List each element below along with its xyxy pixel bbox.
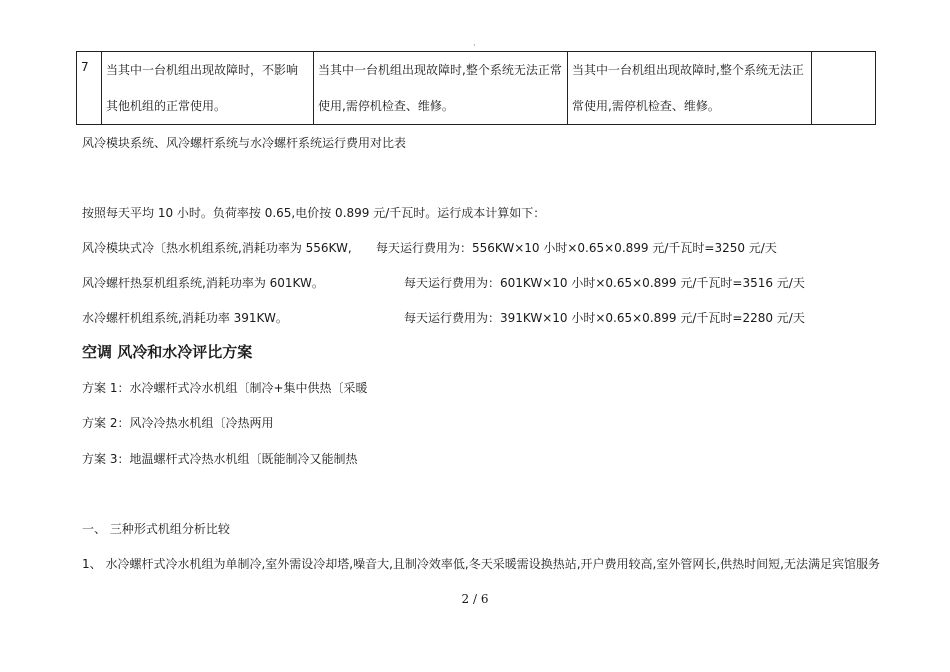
cost-label-2: 风冷螺杆热泵机组系统,消耗功率为 601KW。	[82, 276, 324, 290]
table-row	[77, 52, 876, 125]
table-caption: 风冷模块系统、风冷螺杆系统与水冷螺杆系统运行费用对比表	[82, 136, 407, 150]
cost-calc-1: 每天运行费用为：556KW×10 小时×0.65×0.899 元/千瓦时=3250 元/天	[376, 241, 777, 255]
cost-label-3: 水冷螺杆机组系统,消耗功率 391KW。	[82, 311, 288, 325]
cost-calc-2: 每天运行费用为：601KW×10 小时×0.65×0.899 元/千瓦时=3516 元/天	[404, 276, 805, 290]
scheme-3: 方案 3：地温螺杆式冷热水机组〔既能制冷又能制热	[82, 452, 358, 466]
section-title: 空调 风冷和水冷评比方案	[82, 343, 253, 361]
analysis-item-1: 1、 水冷螺杆式冷水机组为单制冷,室外需设冷却塔,噪音大,且制冷效率低,冬天采暖需设换热站,开户费用较高,室外管网长,供热时间短,无法满足宾馆服务	[82, 557, 880, 571]
air-module-cell: 当其中一台机组出现故障时，不影响其他机组的正常使用。	[102, 52, 314, 125]
scheme-2: 方案 2：风冷冷热水机组〔冷热两用	[82, 416, 274, 430]
cost-intro: 按照每天平均 10 小时。负荷率按 0.65,电价按 0.899 元/千瓦时。运行成本计算如下：	[82, 206, 546, 220]
row-number-cell: 7	[77, 52, 102, 125]
cost-calc-3: 每天运行费用为：391KW×10 小时×0.65×0.899 元/千瓦时=2280 元/天	[404, 311, 805, 325]
air-screw-cell: 当其中一台机组出现故障时,整个系统无法正常使用,需停机检查、维修。	[314, 52, 568, 125]
header-mark: ·	[473, 41, 476, 50]
analysis-title: 一、 三种形式机组分析比较	[82, 522, 230, 536]
water-screw-cell: 当其中一台机组出现故障时,整个系统无法正常使用,需停机检查、维修。	[568, 52, 812, 125]
cost-label-1: 风冷模块式冷〔热水机组系统,消耗功率为 556KW,	[82, 241, 352, 255]
page-indicator: 2 / 6	[461, 592, 489, 606]
comparison-table	[76, 51, 876, 125]
scheme-1: 方案 1：水冷螺杆式冷水机组〔制冷+集中供热〔采暖	[82, 381, 368, 395]
empty-cell	[812, 52, 876, 125]
